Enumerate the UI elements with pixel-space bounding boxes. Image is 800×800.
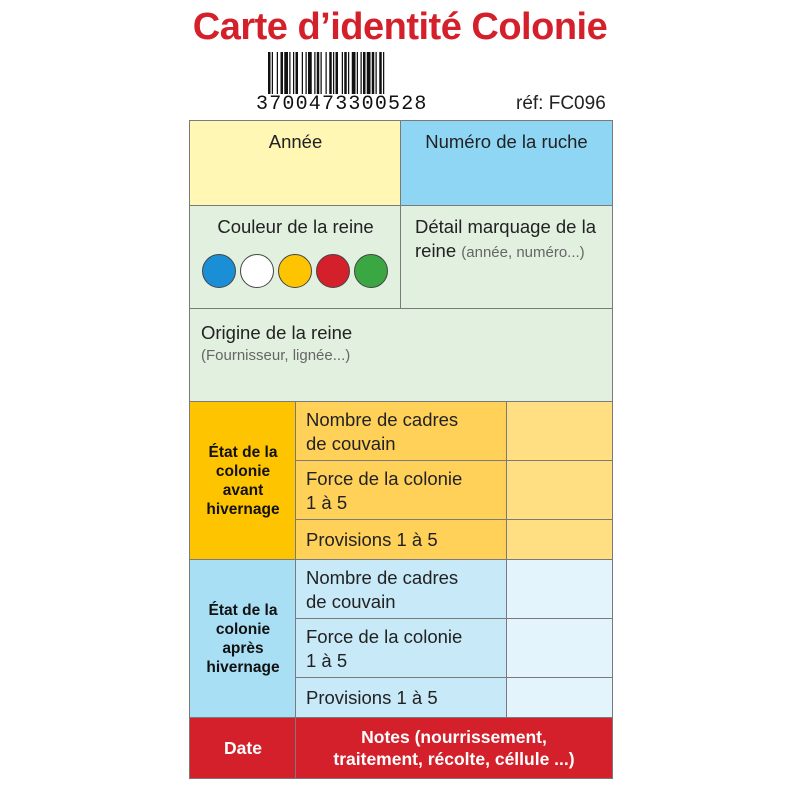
apres-row-label: Nombre de cadres de couvain (295, 559, 508, 620)
queen-color-green[interactable] (354, 254, 388, 288)
avant-hivernage-label: État de la colonie avant hivernage (206, 444, 280, 518)
avant-row-label: Nombre de cadres de couvain (295, 401, 508, 462)
couleur-reine-label: Couleur de la reine (217, 216, 374, 237)
apres-row-label: Provisions 1 à 5 (295, 677, 508, 719)
apres-cadres-couvain-input[interactable] (506, 559, 613, 620)
annee-field[interactable] (189, 120, 402, 207)
couleur-reine-field[interactable] (189, 205, 402, 310)
reference-label: réf: FC096 (516, 93, 606, 114)
notes-header: Notes (nourrissement, traitement, récolte, céllule ...) (295, 717, 613, 779)
avant-force-colonie-input[interactable] (506, 460, 613, 521)
avant-provisions-input[interactable] (506, 519, 613, 561)
barcode-image (268, 52, 490, 96)
barcode-digits: 3700473300528 (256, 94, 490, 116)
detail-marquage-hint: (année, numéro...) (461, 244, 585, 261)
detail-marquage-label (415, 215, 612, 265)
apres-provisions-input[interactable] (506, 677, 613, 719)
avant-cadres-couvain-input[interactable] (506, 401, 613, 462)
apres-force-colonie-input[interactable] (506, 618, 613, 679)
origine-reine-field[interactable] (189, 308, 613, 403)
numero-ruche-label: Numéro de la ruche (425, 131, 588, 152)
detail-marquage-field[interactable] (400, 205, 613, 310)
queen-color-yellow[interactable] (278, 254, 312, 288)
numero-ruche-field[interactable] (400, 120, 613, 207)
avant-row-label: Provisions 1 à 5 (295, 519, 508, 561)
queen-color-white[interactable] (240, 254, 274, 288)
identity-card (189, 120, 613, 779)
apres-hivernage-section (189, 559, 297, 719)
apres-hivernage-label: État de la colonie après hivernage (206, 602, 280, 676)
annee-label: Année (268, 131, 323, 152)
queen-color-red[interactable] (316, 254, 350, 288)
apres-row-label: Force de la colonie 1 à 5 (295, 618, 508, 679)
queen-color-blue[interactable] (202, 254, 236, 288)
origine-reine-hint: (Fournisseur, lignée...) (201, 347, 351, 364)
avant-hivernage-section (189, 401, 297, 561)
avant-row-label: Force de la colonie 1 à 5 (295, 460, 508, 521)
queen-color-options (202, 254, 388, 288)
origine-reine-label: Origine de la reine (201, 322, 353, 343)
card-title: Carte d’identité Colonie (192, 6, 608, 48)
date-header: Date (189, 717, 297, 779)
detail-marquage-line2: reine (415, 240, 457, 261)
detail-marquage-line1: Détail marquage de la (415, 216, 596, 237)
